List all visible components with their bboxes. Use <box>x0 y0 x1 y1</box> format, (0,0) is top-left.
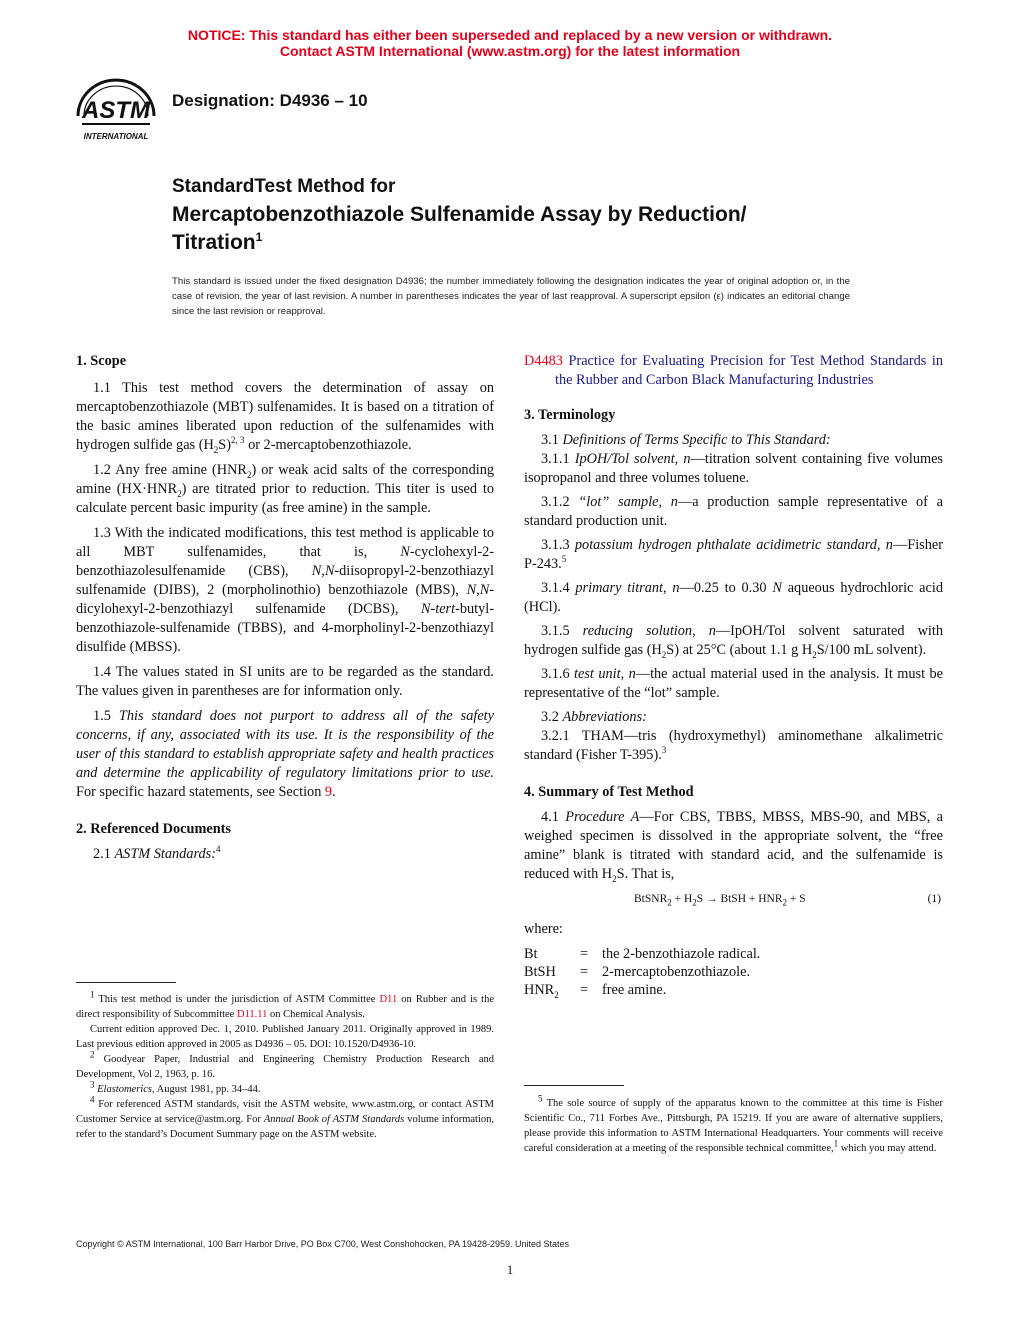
footnote-3: $^3$ Elastomerics, August 1981, pp. 34–44. <box>90 1079 261 1095</box>
para-1-5: 1.5 This standard does not purport to address all of the safety concerns, if any, associated with its use. It is the responsibility of the user of this standard to establish appropriate safety and health practices and determine the applicability of regulatory limitations prior to use. For specific hazard statements, see Section 9. <box>76 708 494 800</box>
right-column <box>524 352 943 999</box>
footnote-5: $^5$ The sole source of supply of the apparatus known to the committee at this time is Fisher Scientific Co., 711 Forbes Ave., Pittsburgh, PA 15219. If you are aware of alternative suppliers, please provide this information to ASTM International Headquarters. Your comments will receive careful consideration at a meeting of the responsible technical committee,$^1$ which you may attend. <box>524 1093 943 1154</box>
para-1-2: 1.2 Any free amine $(HNR_2)$ or weak acid salts of the corresponding amine $(HX\cdot HNR_2)$ are titrated prior to reduction. This titer is used to calculate percent basic impurity (as free amine) in the sample. <box>76 462 494 516</box>
referenced-documents-heading: 2. Referenced Documents <box>76 821 231 837</box>
para-3-1-4: 3.1.4 primary titrant, n—0.25 to 0.30 N aqueous hydrochloric acid (HCl). <box>524 580 943 615</box>
para-3-2: 3.2 Abbreviations: <box>541 709 647 725</box>
where-label: where: <box>524 921 563 937</box>
def-eq: = <box>580 946 589 962</box>
issued-note: This standard is issued under the fixed designation D4936; the number immediately following the designation indicates the year of original adoption or, in the case of revision, the year of last revision. A number in parentheses indicates the year of last reapproval. A superscript epsilon (ε) indicates an editorial change since the last revision or reapproval. <box>172 276 850 317</box>
title-footnote-ref[interactable]: 1 <box>255 230 263 244</box>
footnote-1-edition: Current edition approved Dec. 1, 2010. Published January 2011. Originally approved in 1989. Last previous edition approved in 2005 as D4936 – 05. DOI: 10.1520/D4936-10. <box>76 1024 494 1050</box>
astm-logo <box>70 74 162 144</box>
summary-heading: 4. Summary of Test Method <box>524 784 694 800</box>
def-eq: = <box>580 964 589 980</box>
para-3-1-1: 3.1.1 IpOH/Tol solvent, n—titration solvent containing five volumes isopropanol and three volumes toluene. <box>524 451 943 486</box>
designation: Designation: D4936 – 10 <box>172 91 368 110</box>
para-1-4: 1.4 The values stated in SI units are to be regarded as the standard. The values given in parentheses are for information only. <box>76 664 494 699</box>
d4483-link[interactable]: D4483 <box>524 353 563 369</box>
definitions-table <box>524 945 760 999</box>
def-text: free amine. <box>602 982 667 998</box>
footnote-rule-left <box>76 982 176 983</box>
para-1-1: 1.1 This test method covers the determination of assay on mercaptobenzothiazole (MBT) sulfenamides. It is based on a titration of the basic amines liberated upon reduction of the sulfenamides with hydrogen sulfide gas $(H_2S)^{2, 3}$ or 2-mercaptobenzothiazole. <box>76 380 494 455</box>
notice-line-2: Contact ASTM International (www.astm.org) for the latest information <box>279 43 741 59</box>
scope-heading: 1. Scope <box>76 353 127 369</box>
logo-text: ASTM <box>82 97 150 124</box>
logo-subtext: INTERNATIONAL <box>83 132 149 141</box>
para-3-1-2: 3.1.2 “lot” sample, n—a production sample representative of a standard production unit. <box>524 494 943 529</box>
footnote-2: $^2$ Goodyear Paper, Industrial and Engineering Chemistry Production Research and Development, Vol 2, 1963, p. 16. <box>76 1049 494 1080</box>
page-number: 1 <box>506 1262 514 1277</box>
para-1-3: 1.3 With the indicated modifications, this test method is applicable to all MBT sulfenamides, that is, N-cyclohexyl-2-benzothiazolesulfenamide (CBS), N,N-diisopropyl-2-benzothiazyl sulfenamide (DIBS), 2 (morpholinothio) benzothiazole (MBS), N,N-dicylohexyl-2-benzothiazyl sulfenamide (DCBS), N-tert-butyl-benzothiazole-sulfenamide (TBBS), and 4-morpholinyl-2-benzothiazyl disulfide (MBSS). <box>76 525 494 655</box>
footnote-rule-right <box>524 1085 624 1086</box>
title-line-2: Mercaptobenzothiazole Sulfenamide Assay by Reduction/ <box>172 203 747 226</box>
para-3-2-1: 3.2.1 THAM—tris (hydroxymethyl) aminomethane alkalimetric standard (Fisher T-395).$^3$ <box>524 728 943 763</box>
title-line-3: Titration <box>172 231 256 254</box>
title-main <box>172 201 852 257</box>
terminology-heading: 3. Terminology <box>524 407 616 423</box>
footnote-1: $^1$ This test method is under the jurisdiction of ASTM Committee D11 on Rubber and is the direct responsibility of Subcommittee D11.11 on Chemical Analysis. <box>76 989 495 1020</box>
equation-number: (1) <box>927 893 941 905</box>
def-symbol: BtSH <box>524 964 556 980</box>
para-2-1: 2.1 ASTM Standards:$^4$ <box>93 844 221 862</box>
equation-1 <box>524 888 943 912</box>
footnotes-left <box>76 989 495 1142</box>
definition-row <box>524 945 760 963</box>
d11-link[interactable]: D11 <box>379 994 398 1005</box>
left-column <box>76 352 494 864</box>
notice-line-1: NOTICE: This standard has either been superseded and replaced by a new version or withdrawn. <box>187 27 833 43</box>
d11-11-link[interactable]: D11.11 <box>236 1009 268 1020</box>
reference-d4483 <box>524 352 943 390</box>
definition-row <box>524 963 760 981</box>
d4483-text[interactable]: Practice for Evaluating Precision for Test Method Standards in the Rubber and Carbon Black Manufacturing Industries <box>555 353 943 388</box>
para-3-1-3: 3.1.3 potassium hydrogen phthalate acidimetric standard, n—Fisher P-243.$^5$ <box>524 537 943 572</box>
copyright: Copyright © ASTM International, 100 Barr Harbor Drive, PO Box C700, West Conshohocken, PA 19428-2959. United States <box>76 1239 570 1249</box>
def-text: the 2-benzothiazole radical. <box>602 946 761 962</box>
footnote-4: $^4$ For referenced ASTM standards, visit the ASTM website, www.astm.org, or contact ASTM Customer Service at service@astm.org. For Annual Book of ASTM Standards volume information, refer to the standard’s Document Summary page on the ASTM website. <box>76 1094 494 1140</box>
def-eq: = <box>580 982 589 998</box>
def-symbol: $HNR_2$ <box>524 982 559 1000</box>
title-line-1: StandardTest Method for <box>172 176 396 197</box>
def-text: 2-mercaptobenzothiazole. <box>602 964 751 980</box>
para-4-1: 4.1 Procedure A—For CBS, TBBS, MBSS, MBS-90, and MBS, a weighed specimen is dissolved in the appropriate solvent, the “free amine” blank is titrated with standard acid, and the sulfenamide is reduced with $H_2S$. That is, <box>524 809 943 884</box>
para-3-1: 3.1 Definitions of Terms Specific to This Standard: <box>541 432 831 448</box>
section-9-link[interactable]: 9 <box>324 784 333 800</box>
para-3-1-5: 3.1.5 reducing solution, n—IpOH/Tol solvent saturated with hydrogen sulfide gas $(H_2S)$ at 25°C (about 1.1 g $H_2S/100$ mL solvent). <box>524 623 943 660</box>
def-symbol: Bt <box>524 946 538 962</box>
definition-row <box>524 981 760 999</box>
para-3-1-6: 3.1.6 test unit, n—the actual material used in the analysis. It must be representative of the “lot” sample. <box>524 666 943 701</box>
equation-body: BtSNR$_2$ + $H_2S$ → BtSH + $HNR_2 + S$ <box>634 893 806 908</box>
